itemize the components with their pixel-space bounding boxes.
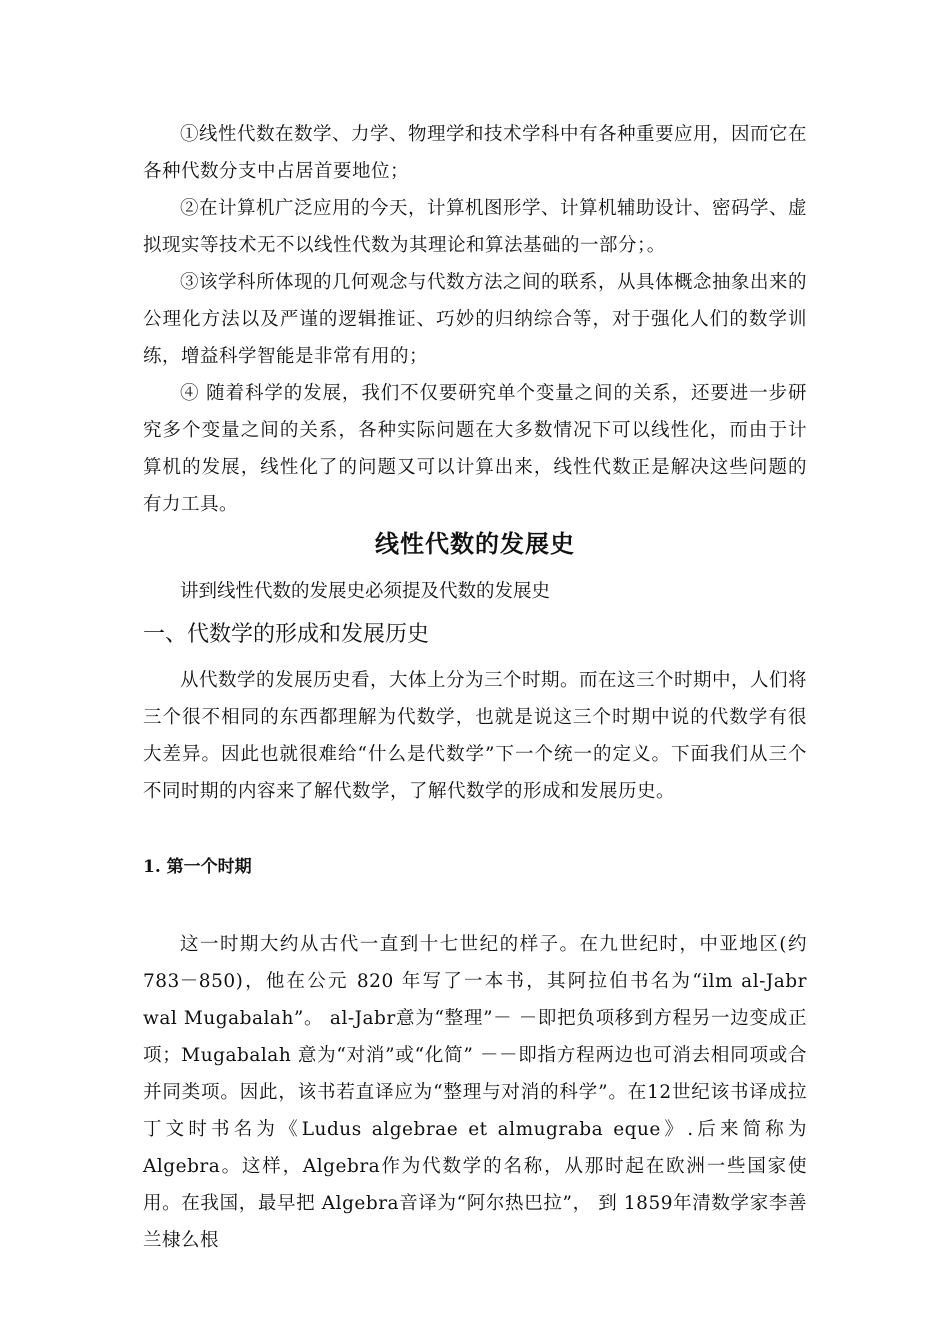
- paragraph-three-periods: 从代数学的发展历史看，大体上分为三个时期。而在这三个时期中，人们将三个很不相同的东西都理解为代数学，也就是说这三个时期中说的代数学有很大差异。因此也就很难给“什么是代数学”下一个统一的定义。下面我们从三个不同时期的内容来了解代数学，了解代数学的形成和发展历史。: [143, 670, 808, 802]
- paragraph-application-4: ④ 随着科学的发展，我们不仅要研究单个变量之间的关系，还要进一步研究多个变量之间的关系，各种实际问题在大多数情况下可以线性化，而由于计算机的发展，线性化了的问题又可以计算出来，线性代数正是解决这些问题的有力工具。: [143, 383, 807, 515]
- paragraph-first-period: 这一时期大约从古代一直到十七世纪的样子。在九世纪时，中亚地区(约783－850)，他在公元 820 年写了一本书，其阿拉伯书名为“ilm al-Jabr wal Mugabalah”。 al-Jabr意为“整理”－ －即把负项移到方程另一边变成正项；Mugabalah 意为“对消”或“化简” －－即指方程两边也可消去相同项或合并同类项。因此，该书若直译应为“整理与对消的科学”。在12世纪该书译成拉丁文时书名为《Ludus algebrae et almugraba eque》.后来简称为 Algebra。这样，Algebra作为代数学的名称，从那时起在欧洲一些国家使用。在我国，最早把 Algebra音译为“阿尔热巴拉”， 到 1859年清数学家李善兰棣么根: [143, 934, 807, 1251]
- heading-algebra-history: 一、代数学的形成和发展历史: [143, 622, 430, 647]
- paragraph-application-2: ②在计算机广泛应用的今天，计算机图形学、计算机辅助设计、密码学、虚拟现实等技术无不以线性代数为其理论和算法基础的一部分；。: [143, 198, 808, 256]
- lead-sentence: 讲到线性代数的发展史必须提及代数的发展史: [180, 581, 551, 602]
- paragraph-application-1: ①线性代数在数学、力学、物理学和技术学科中有各种重要应用，因而它在各种代数分支中占居首要地位；: [143, 124, 808, 182]
- heading-first-period: 1. 第一个时期: [143, 857, 252, 877]
- paragraph-application-3: ③该学科所体现的几何观念与代数方法之间的联系，从具体概念抽象出来的公理化方法以及严谨的逻辑推证、巧妙的归纳综合等，对于强化人们的数学训练，增益科学智能是非常有用的；: [143, 272, 808, 367]
- section-title: 线性代数的发展史: [375, 530, 575, 558]
